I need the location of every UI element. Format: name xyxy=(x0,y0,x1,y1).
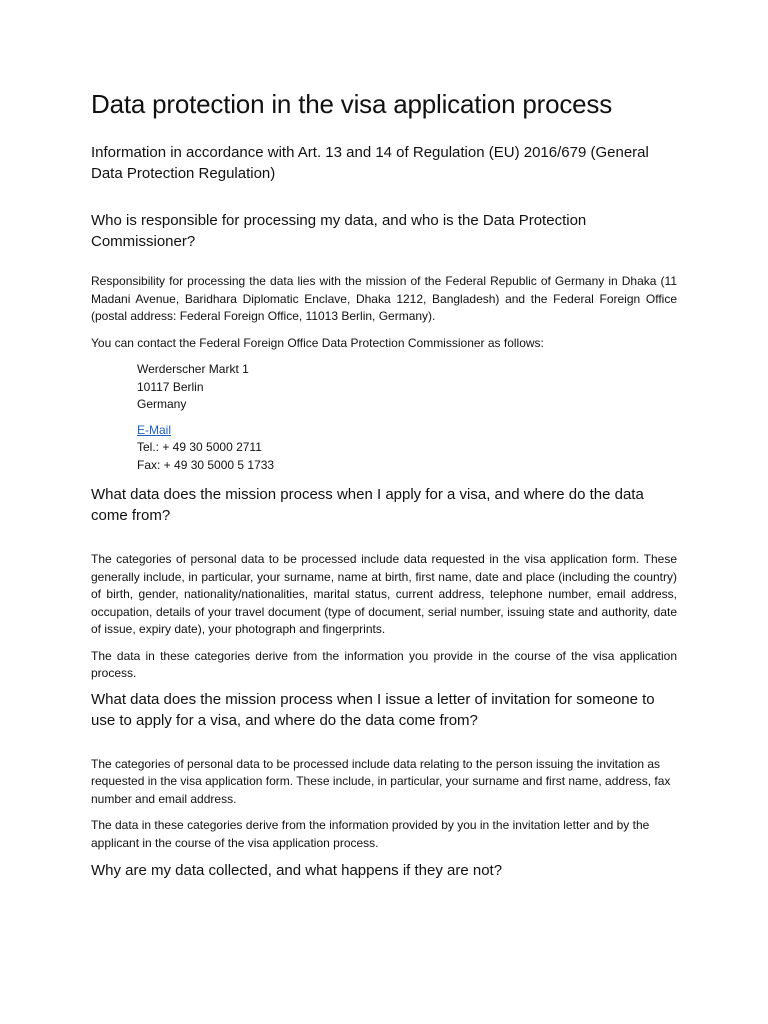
document-subtitle: Information in accordance with Art. 13 and 14 of Regulation (EU) 2016/679 (General Data Protection Regulation) xyxy=(91,144,649,182)
section-heading-responsibility: Who is responsible for processing my data, and who is the Data Protection Commissioner? xyxy=(91,212,587,250)
section-heading-why-collected: Why are my data collected, and what happens if they are not? xyxy=(91,862,503,879)
paragraph-responsibility: Responsibility for processing the data lies with the mission of the Federal Republic of Germany in Dhaka (11 Madani Avenue, Baridhara Diplomatic Enclave, Dhaka 1212, Bangladesh) and the Federal Foreign Office (postal address: Federal Foreign Office, 11013 Berlin, Germany). xyxy=(91,274,677,323)
section-heading-invitation-data: What data does the mission process when I issue a letter of invitation for someone to use to apply for a visa, and where do the data come from? xyxy=(91,690,655,729)
contact-tel: Tel.: + 49 30 5000 2711 xyxy=(137,440,262,454)
paragraph-invitation-categories: The categories of personal data to be processed include data relating to the person issuing the invitation as requested in the visa application form. These include, in particular, your surname and first name, address, fax number and email address. xyxy=(91,756,671,806)
contact-address xyxy=(137,361,677,474)
paragraph-visa-source: The data in these categories derive from the information you provide in the course of the visa application process. xyxy=(91,648,677,680)
document-title: Data protection in the visa application process xyxy=(91,89,613,119)
paragraph-invitation-source: The data in these categories derive from the information provided by you in the invitation letter and by the applicant in the course of the visa application process. xyxy=(91,818,650,850)
email-link[interactable]: E-Mail xyxy=(137,422,172,437)
paragraph-contact-intro: You can contact the Federal Foreign Office Data Protection Commissioner as follows: xyxy=(91,335,544,350)
document-page xyxy=(91,0,677,881)
address-city: 10117 Berlin xyxy=(137,379,204,394)
address-country: Germany xyxy=(137,397,187,411)
address-street: Werderscher Markt 1 xyxy=(137,362,249,376)
section-heading-visa-data: What data does the mission process when I apply for a visa, and where do the data come from? xyxy=(91,486,644,524)
paragraph-visa-categories: The categories of personal data to be processed include data requested in the visa application form. These generally include, in particular, your surname, name at birth, first name, date and place (including the country) of birth, gender, nationality/nationalities, marital status, current address, telephone number, email address, occupation, details of your travel document (type of document, serial number, issuing state and authority, date of issue, expiry date), your photograph and fingerprints. xyxy=(91,552,677,636)
contact-fax: Fax: + 49 30 5000 5 1733 xyxy=(137,457,275,472)
